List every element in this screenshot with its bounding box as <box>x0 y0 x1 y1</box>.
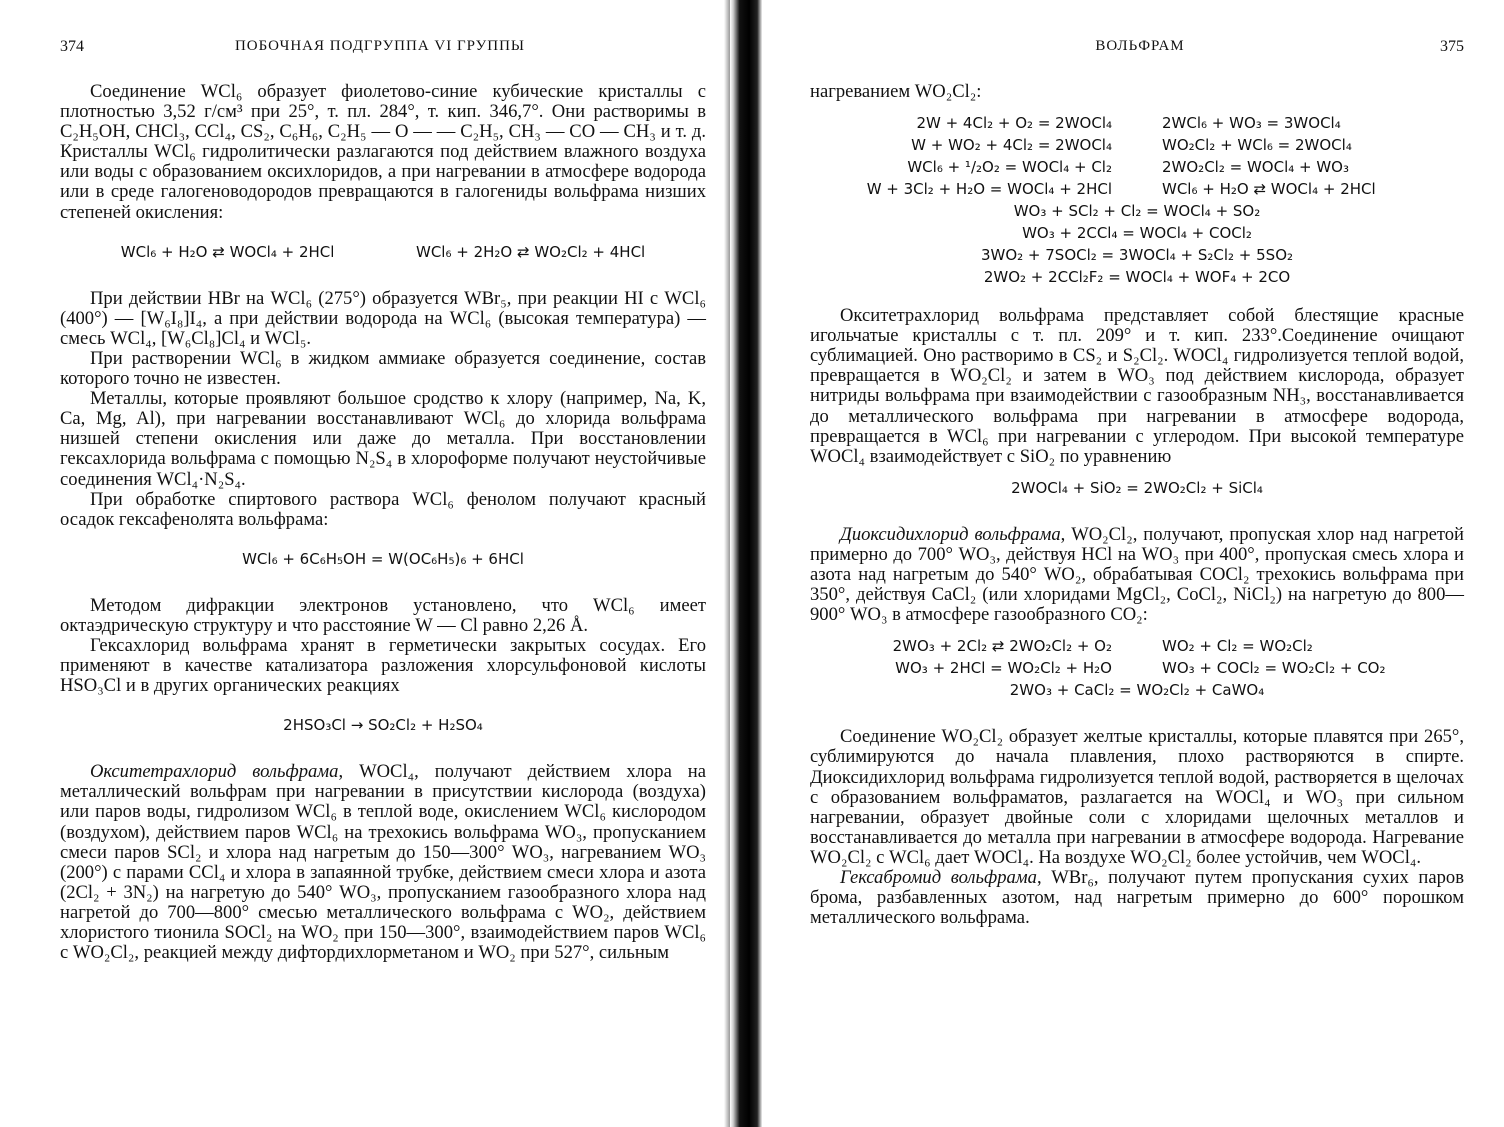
equation: W + WO₂ + 4Cl₂ = 2WOCl₄ <box>911 136 1112 155</box>
left-page-header <box>60 38 706 56</box>
equation: 2WOCl₄ + SiO₂ = 2WO₂Cl₂ + SiCl₄ <box>1011 478 1263 497</box>
paragraph: нагреванием WO₂Cl₂: <box>810 81 982 102</box>
paragraph <box>810 868 1464 928</box>
equation: WCl₆ + 6C₆H₅OH = W(OC₆H₅)₆ + 6HCl <box>242 549 524 568</box>
equation: 2HSO₃Cl → SO₂Cl₂ + H₂SO₄ <box>283 716 483 735</box>
left-page <box>0 0 728 1127</box>
equation-row <box>60 241 706 263</box>
equation: 2WCl₆ + WO₃ = 3WOCl₄ <box>1162 114 1341 133</box>
paragraph-text: , WBr₆, получают путем пропускания сухих паров брома, разбавленных азотом, над нагретым примерно до 600° порошком металлического вольфрама. <box>810 866 1464 929</box>
equation: WO₃ + COCl₂ = WO₂Cl₂ + CO₂ <box>1162 659 1386 678</box>
paragraph: Металлы, которые проявляют большое сродство к хлору (например, Na, K, Ca, Mg, Al), при нагревании восстанавливают WCl₆ до хлорида вольфрама низшей степени окисления или даже до металла. При восстановлении гексахлорида вольфрама с помощью N₂S₄ в хлороформе получают неустойчивые соединения WCl₄·N₂S₄. <box>60 388 706 490</box>
book-spine <box>730 0 762 1127</box>
paragraph: Соединение WO₂Cl₂ образует желтые кристаллы, которые плавятся при 265°, сублимируются до начала плавления, плохо растворяются в спирте. Диоксидихлорид вольфрама гидролизуется теплой водой, растворяется в щелочах с образованием вольфраматов, разлагается на WOCl₄ и WO₃ при сильном нагревании, образует двойные соли с хлоридами щелочных металлов и восстанавливается до металла при нагревании в атмосфере водорода. Нагревание WO₂Cl₂ с WCl₆ дает WOCl₄. На воздухе WO₂Cl₂ более устойчив, чем WOCl₄. <box>810 726 1464 868</box>
running-title: ВОЛЬФРАМ <box>1095 38 1185 54</box>
equation: WO₃ + SCl₂ + Cl₂ = WOCl₄ + SO₂ <box>1013 202 1261 221</box>
term-italic: Гексабромид вольфрама <box>840 866 1037 888</box>
paragraph: При действии HBr на WCl₆ (275°) образуется WBr₅, при реакции HI с WCl₆ (400°) — [W₆I₈]I₄, а при действии водорода на WCl₆ (высокая температура) — смесь WCl₄, [W₆Cl₈]Cl₄ и WCl₅. <box>60 287 706 349</box>
paragraph <box>60 762 706 963</box>
equation: 2W + 4Cl₂ + O₂ = 2WOCl₄ <box>916 114 1112 133</box>
paragraph: Гексахлорид вольфрама хранят в герметически закрытых сосудах. Его применяют в качестве катализатора разложения хлорсульфоновой кислоты HSO₃Cl и в других органических реакциях <box>60 634 706 697</box>
equation: 3WO₂ + 7SOCl₂ = 3WOCl₄ + S₂Cl₂ + 5SO₂ <box>980 246 1294 265</box>
paragraph-text: , WO₂Cl₂, получают, пропуская хлор над нагретой примерно до 700° WO₃, действуя HCl на WO₃ при 400°, пропуская смесь хлора и азота над нагретым до 540° WO₂, обрабатывая COCl₂ трехокись вольфрама при 350°, действуя CaCl₂ (или хлоридами MgCl₂, CoCl₂, NiCl₂) на нагретую до 800—900° WO₃ в атмосфере газообразного CO₂: <box>810 523 1464 626</box>
equation: 2WO₃ + 2Cl₂ ⇄ 2WO₂Cl₂ + O₂ <box>892 637 1112 656</box>
equation-grid <box>810 635 1464 679</box>
equation: WO₂Cl₂ + WCl₆ = 2WOCl₄ <box>1162 136 1352 155</box>
paragraph-text: , WOCl₄, получают действием хлора на металлический вольфрам при нагревании в присутствии кислорода (воздуха) или паров воды, гидролизом WCl₆ в теплой воде, окислением WCl₆ кислородом (воздухом), действием паров WCl₆ на трехокись вольфрама WO₃, пропусканием смеси паров SCl₂ и хлора над нагретым до 150—300° WO₃, нагреванием WO₃ (200°) с парами CCl₄ и хлора в запаянной трубке, действием смеси хлора и азота (2Cl₂ + 3N₂) на нагретую до 540° WO₃, пропусканием газообразного хлора над нагретой до 700—800° смесью металлического вольфрама с WO₂, действием хлористого тионила SOCl₂ на WO₂ при 150—300°, взаимодействием паров WCl₆ с WO₂Cl₂, реакцией между дифтордихлорметаном и WO₂ при 527°, сильным <box>60 761 706 964</box>
running-title: ПОБОЧНАЯ ПОДГРУППА VI ГРУППЫ <box>234 38 526 54</box>
page-number: 374 <box>60 38 84 55</box>
equation: W + 3Cl₂ + H₂O = WOCl₄ + 2HCl <box>866 180 1112 199</box>
equation: 2WO₂ + 2CCl₂F₂ = WOCl₄ + WOF₄ + 2CO <box>983 268 1291 287</box>
paragraph: Соединение WCl₆ образует фиолетово-синие кубические кристаллы с плотностью 3,52 г/см³ при 25°, т. пл. 284°, т. кип. 346,7°. Они растворимы в C₂H₅OH, CHCl₃, CCl₄, CS₂, C₆H₆, C₂H₅ — O — — C₂H₅, CH₃ — CO — CH₃ и т. д. Кристаллы WCl₆ гидролитически разлагаются под действием влажного воздуха или воды с образованием оксихлоридов, а при нагревании в атмосфере водорода или в среде галогеноводородов превращаются в галогениды вольфрама низших степеней окисления: <box>60 81 706 223</box>
equation: WO₃ + 2HCl = WO₂Cl₂ + H₂O <box>895 659 1112 678</box>
paragraph: При обработке спиртового раствора WCl₆ фенолом получают красный осадок гексафенолята вольфрама: <box>60 488 706 530</box>
equation: WO₃ + 2CCl₄ = WOCl₄ + COCl₂ <box>1022 224 1252 243</box>
paragraph <box>810 525 1464 625</box>
equation: 2WO₃ + CaCl₂ = WO₂Cl₂ + CaWO₄ <box>1009 681 1265 700</box>
page-number: 375 <box>1439 38 1464 55</box>
equation: WCl₆ + H₂O ⇄ WOCl₄ + 2HCl <box>120 242 335 261</box>
equation: WCl₆ + ¹/₂O₂ = WOCl₄ + Cl₂ <box>907 158 1112 177</box>
equation: 2WO₂Cl₂ = WOCl₄ + WO₃ <box>1162 158 1350 177</box>
term-italic: Окситетрахлорид вольфрама <box>90 761 339 783</box>
equation: WCl₆ + H₂O ⇄ WOCl₄ + 2HCl <box>1162 180 1376 199</box>
right-page-header <box>810 38 1464 56</box>
term-italic: Диоксидихлорид вольфрама <box>840 523 1061 545</box>
paragraph: Методом дифракции электронов установлено, что WCl₆ имеет октаэдрическую структуру и что расстояние W — Cl равно 2,26 Å. <box>60 594 706 636</box>
equation-grid <box>810 112 1464 200</box>
paragraph: Окситетрахлорид вольфрама представляет собой блестящие красные игольчатые кристаллы с т. пл. 209° и т. кип. 233°.Соединение очищают сублимацией. Оно растворимо в CS₂ и S₂Cl₂. WOCl₄ гидролизуется теплой водой, превращается в WO₂Cl₂ и затем в WO₃ под действием кислорода, образует нитриды вольфрама при взаимодействии с газообразным NH₃, восстанавливается до металлического вольфрама при нагревании в атмосфере водорода, превращается в WCl₆ при нагревании с углеродом. При высокой температуре WOCl₄ взаимодействует с SiO₂ по уравнению <box>810 305 1464 467</box>
equation: WCl₆ + 2H₂O ⇄ WO₂Cl₂ + 4HCl <box>416 242 646 261</box>
right-page <box>765 0 1504 1127</box>
equation: WO₂ + Cl₂ = WO₂Cl₂ <box>1162 637 1313 656</box>
paragraph: При растворении WCl₆ в жидком аммиаке образуется соединение, состав которого точно не известен. <box>60 347 706 390</box>
